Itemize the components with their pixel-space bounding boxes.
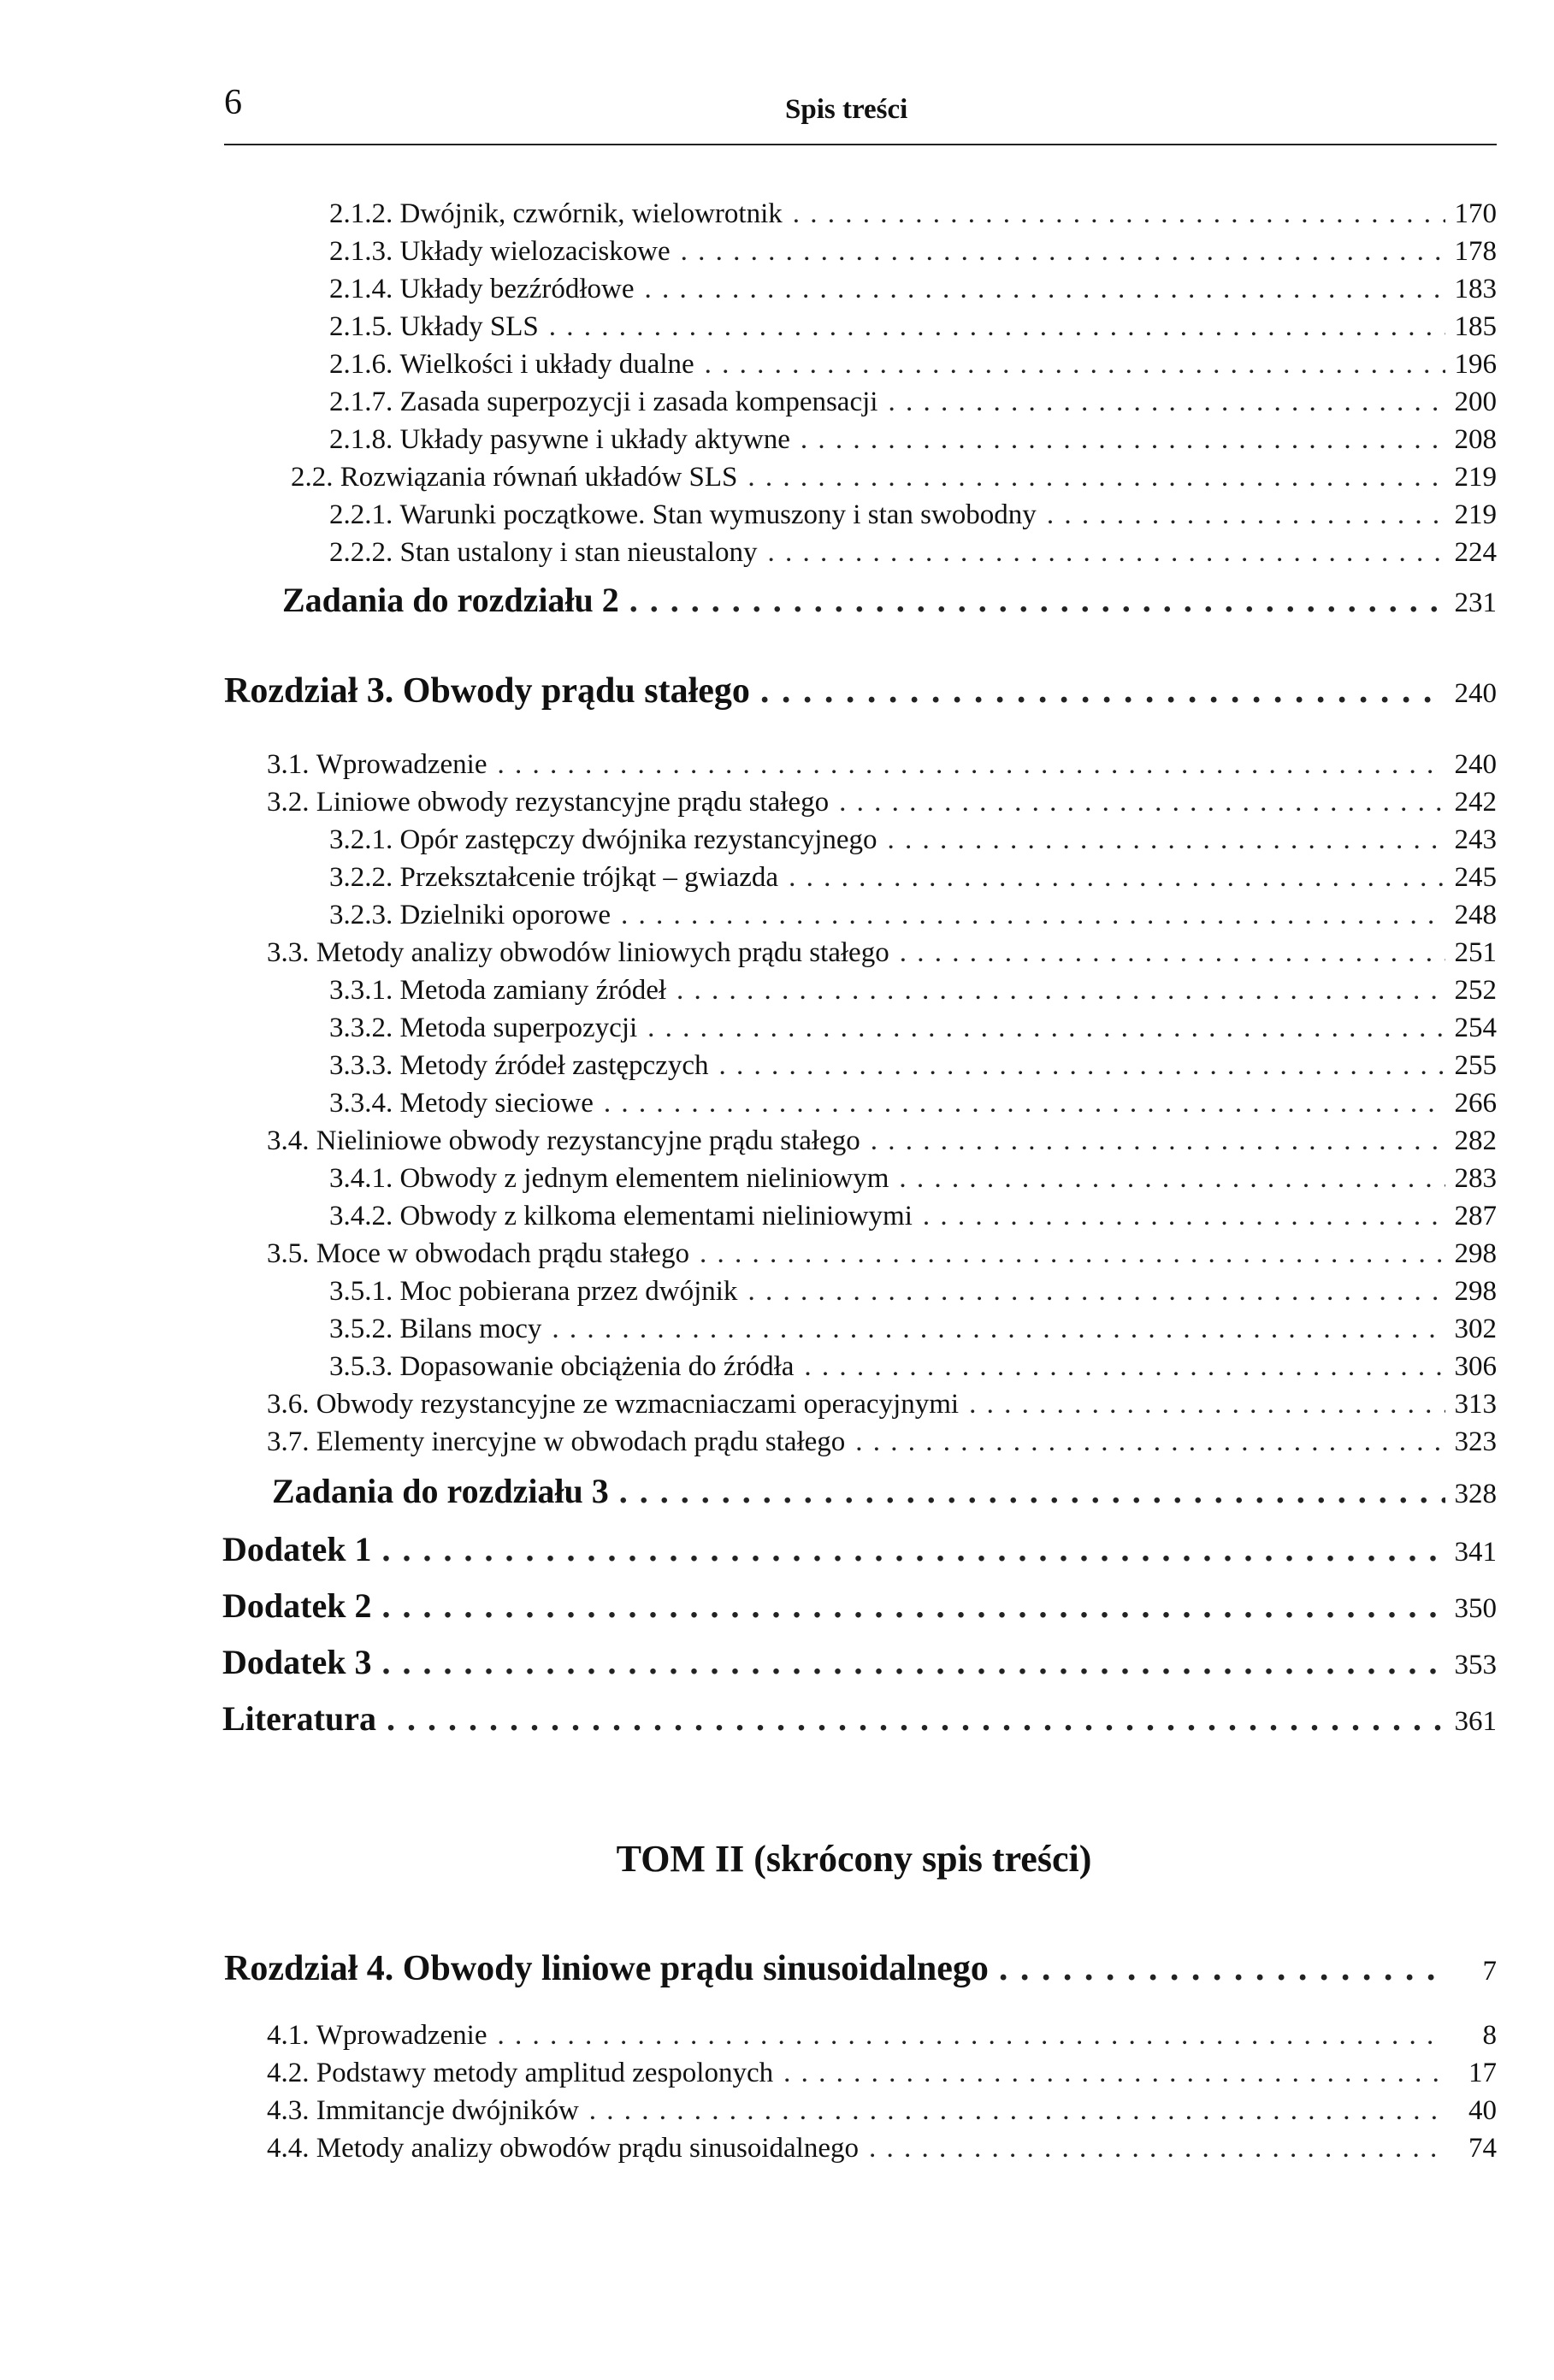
toc-entry-number: 3.2. (267, 787, 310, 818)
toc-entry-page: 254 (1454, 1013, 1497, 1043)
toc-entry-title: Przekształcenie trójkąt – gwiazda (399, 862, 779, 893)
toc-entry-page: 266 (1454, 1088, 1497, 1119)
toc-entry-page: 298 (1454, 1276, 1497, 1307)
toc-entry (329, 198, 1497, 230)
toc-entry-number: 3.7. (267, 1426, 310, 1457)
toc-entry-page: 242 (1454, 787, 1497, 818)
dot-leader (705, 349, 1445, 381)
toc-entry-title: Metody sieciowe (399, 1088, 594, 1119)
toc-entry-page: 40 (1468, 2095, 1497, 2126)
toc-entry-page: 283 (1454, 1163, 1497, 1194)
toc-entry (267, 2020, 1497, 2052)
toc-entry-number: 3.3.1. (329, 975, 393, 1006)
toc-entry-title: Dzielniki oporowe (399, 900, 612, 930)
appendix-entry (222, 1642, 1497, 1682)
exercises-page: 231 (1454, 588, 1497, 618)
toc-entry (329, 824, 1497, 856)
appendix-page: 350 (1454, 1593, 1497, 1624)
toc-entry-page: 251 (1454, 937, 1497, 968)
toc-entry-title: Dwójnik, czwórnik, wielowrotnik (399, 198, 783, 229)
toc-entry-page: 178 (1454, 236, 1497, 267)
toc-entry-title: Stan ustalony i stan nieustalony (399, 537, 758, 568)
toc-entry (329, 1088, 1497, 1119)
toc-entry (329, 387, 1497, 418)
exercises-chapter-2 (282, 580, 1497, 620)
toc-entry-page: 287 (1454, 1201, 1497, 1231)
toc-entry (291, 462, 1497, 493)
dot-leader (839, 787, 1445, 818)
toc-entry-page: 245 (1454, 862, 1497, 893)
toc-entry-title: Obwody z kilkoma elementami nieliniowymi (399, 1201, 913, 1231)
appendix-page: 353 (1454, 1650, 1497, 1680)
dot-leader (804, 1351, 1445, 1383)
dot-leader (681, 236, 1445, 268)
toc-entry (267, 2095, 1497, 2127)
dot-leader (888, 824, 1445, 856)
toc-entry-number: 3.5.2. (329, 1314, 393, 1344)
toc-entry-title: Metody analizy obwodów prądu sinusoidalnego (316, 2133, 859, 2164)
toc-entry (329, 349, 1497, 381)
toc-entry-number: 3.3.3. (329, 1050, 393, 1081)
toc-entry-title: Podstawy metody amplitud zespolonych (316, 2058, 774, 2088)
toc-entry-number: 2.1.8. (329, 424, 393, 455)
toc-entry-page: 183 (1454, 274, 1497, 304)
toc-entry-number: 3.5.3. (329, 1351, 393, 1382)
toc-entry-title: Układy pasywne i układy aktywne (399, 424, 790, 455)
dot-leader (767, 537, 1445, 569)
dot-leader (589, 2095, 1445, 2127)
page-number: 6 (224, 83, 242, 122)
dot-leader (888, 387, 1445, 418)
toc-entry-title: Warunki początkowe. Stan wymuszony i stan swobodny (399, 499, 1037, 530)
toc-entry-number: 3.3.2. (329, 1013, 393, 1043)
toc-entry-number: 4.2. (267, 2058, 310, 2088)
toc-entry-title: Dopasowanie obciążenia do źródła (399, 1351, 795, 1382)
toc-entry-number: 3.3.4. (329, 1088, 393, 1119)
appendix-title: Dodatek 2 (222, 1586, 372, 1625)
appendix-entry (222, 1529, 1497, 1569)
toc-entry-title: Nieliniowe obwody rezystancyjne prądu stałego (316, 1125, 860, 1156)
exercises-title: Zadania do rozdziału 2 (282, 581, 619, 619)
toc-entry-number: 3.1. (267, 749, 310, 780)
appendix-title: Dodatek 3 (222, 1643, 372, 1681)
bibliography-title: Literatura (222, 1699, 376, 1738)
toc-entry-number: 2.1.2. (329, 198, 393, 229)
toc-entry-title: Rozwiązania równań układów SLS (340, 462, 738, 493)
appendix-entry (222, 1586, 1497, 1626)
toc-entry (329, 499, 1497, 531)
dot-leader (677, 975, 1445, 1007)
dot-leader (747, 462, 1445, 493)
toc-entry-page: 323 (1454, 1426, 1497, 1457)
dot-leader (552, 1314, 1445, 1345)
volume-2-heading (0, 1837, 1554, 1881)
dot-leader (381, 1529, 1445, 1569)
dot-leader (855, 1426, 1445, 1458)
running-title: Spis treści (785, 94, 908, 125)
toc-entry (329, 1163, 1497, 1195)
exercises-title: Zadania do rozdziału 3 (272, 1472, 609, 1510)
toc-entry-page: 208 (1454, 424, 1497, 455)
toc-entry-page: 8 (1482, 2020, 1497, 2051)
dot-leader (387, 1698, 1445, 1739)
dot-leader (604, 1088, 1445, 1119)
toc-entry (329, 1050, 1497, 1082)
toc-entry-title: Bilans mocy (399, 1314, 542, 1344)
toc-entry-title: Opór zastępczy dwójnika rezystancyjnego (399, 824, 877, 855)
dot-leader (900, 937, 1445, 969)
exercises-page: 328 (1454, 1479, 1497, 1509)
chapter-title: Rozdział 4. Obwody liniowe prądu sinusoidalnego (224, 1949, 989, 1988)
toc-entry-page: 255 (1454, 1050, 1497, 1081)
toc-entry-number: 2.2.1. (329, 499, 393, 530)
dot-leader (619, 1471, 1445, 1511)
dot-leader (923, 1201, 1445, 1232)
toc-entry-number: 3.5. (267, 1238, 310, 1269)
toc-entry-page: 196 (1454, 349, 1497, 380)
toc-entry (267, 749, 1497, 781)
toc-entry (329, 862, 1497, 894)
toc-entry (267, 1238, 1497, 1270)
dot-leader (869, 2133, 1445, 2164)
toc-entry-page: 219 (1454, 462, 1497, 493)
toc-entry-page: 298 (1454, 1238, 1497, 1269)
toc-entry-title: Układy wielozaciskowe (399, 236, 671, 267)
toc-entry-number: 2.2.2. (329, 537, 393, 568)
toc-entry-page: 185 (1454, 311, 1497, 342)
toc-entry-title: Liniowe obwody rezystancyjne prądu stałego (316, 787, 830, 818)
dot-leader (1047, 499, 1445, 531)
chapter-3-heading (224, 670, 1497, 712)
toc-entry-title: Obwody rezystancyjne ze wzmacniaczami operacyjnymi (316, 1389, 960, 1420)
dot-leader (719, 1050, 1445, 1082)
toc-entry-title: Immitancje dwójników (316, 2095, 579, 2126)
bibliography-entry (222, 1698, 1497, 1739)
chapter-4-heading (224, 1948, 1497, 1989)
dot-leader (644, 274, 1445, 305)
toc-entry-page: 282 (1454, 1125, 1497, 1156)
page-header (224, 82, 1497, 151)
toc-entry-number: 3.3. (267, 937, 310, 968)
toc-entry-title: Wprowadzenie (316, 2020, 487, 2051)
toc-entry-page: 252 (1454, 975, 1497, 1006)
toc-entry-number: 2.1.5. (329, 311, 393, 342)
dot-leader (801, 424, 1445, 456)
toc-entry-title: Obwody z jednym elementem nieliniowym (399, 1163, 889, 1194)
toc-entry-page: 243 (1454, 824, 1497, 855)
dot-leader (497, 749, 1445, 781)
dot-leader (381, 1642, 1445, 1682)
toc-entry (267, 1426, 1497, 1458)
toc-entry-title: Układy SLS (399, 311, 539, 342)
toc-entry (267, 1389, 1497, 1420)
toc-entry (267, 787, 1497, 818)
bibliography-page: 361 (1454, 1706, 1497, 1737)
dot-leader (497, 2020, 1445, 2052)
toc-entry (267, 1125, 1497, 1157)
toc-entry-title: Wielkości i układy dualne (399, 349, 694, 380)
dot-leader (783, 2058, 1445, 2089)
toc-entry-page: 17 (1468, 2058, 1497, 2088)
toc-entry (329, 900, 1497, 931)
toc-entry-page: 248 (1454, 900, 1497, 930)
toc-entry (329, 1201, 1497, 1232)
volume-2-title: TOM II (skrócony spis treści) (616, 1838, 1092, 1880)
toc-entry (329, 236, 1497, 268)
appendix-page: 341 (1454, 1537, 1497, 1568)
toc-entry-page: 219 (1454, 499, 1497, 530)
toc-entry-title: Moce w obwodach prądu stałego (316, 1238, 689, 1269)
toc-entry (329, 537, 1497, 569)
toc-entry-title: Metoda superpozycji (399, 1013, 638, 1043)
toc-entry (267, 937, 1497, 969)
toc-entry-number: 3.4.2. (329, 1201, 393, 1231)
toc-entry-number: 3.5.1. (329, 1276, 393, 1307)
toc-entry (329, 1314, 1497, 1345)
toc-entry (267, 2058, 1497, 2089)
toc-entry (329, 1013, 1497, 1044)
toc-entry-page: 240 (1454, 749, 1497, 780)
dot-leader (899, 1163, 1445, 1195)
toc-entry-title: Metoda zamiany źródeł (399, 975, 667, 1006)
toc-entry-title: Moc pobierana przez dwójnik (399, 1276, 738, 1307)
dot-leader (760, 670, 1445, 712)
toc-entry-number: 2.1.7. (329, 387, 393, 417)
toc-entry (267, 2133, 1497, 2164)
dot-leader (999, 1948, 1445, 1989)
dot-leader (549, 311, 1445, 343)
toc-entry-number: 3.2.2. (329, 862, 393, 893)
dot-leader (629, 580, 1445, 620)
toc-entry-title: Zasada superpozycji i zasada kompensacji (399, 387, 878, 417)
toc-entry-number: 3.6. (267, 1389, 310, 1420)
toc-entry-number: 3.4. (267, 1125, 310, 1156)
toc-entry (329, 1276, 1497, 1308)
toc-entry-page: 306 (1454, 1351, 1497, 1382)
toc-entry-page: 313 (1454, 1389, 1497, 1420)
dot-leader (871, 1125, 1445, 1157)
exercises-chapter-3 (272, 1471, 1497, 1511)
dot-leader (621, 900, 1445, 931)
toc-entry-number: 2.1.3. (329, 236, 393, 267)
dot-leader (793, 198, 1445, 230)
toc-entry-number: 3.2.3. (329, 900, 393, 930)
dot-leader (647, 1013, 1445, 1044)
toc-entry-title: Metody źródeł zastępczych (399, 1050, 709, 1081)
dot-leader (789, 862, 1445, 894)
toc-entry-title: Elementy inercyjne w obwodach prądu stałego (316, 1426, 846, 1457)
dot-leader (381, 1586, 1445, 1626)
toc-entry-page: 200 (1454, 387, 1497, 417)
toc-entry-page: 302 (1454, 1314, 1497, 1344)
toc-entry (329, 1351, 1497, 1383)
toc-entry-number: 4.4. (267, 2133, 310, 2164)
appendix-title: Dodatek 1 (222, 1530, 372, 1568)
toc-entry-number: 2.1.6. (329, 349, 393, 380)
toc-entry-page: 74 (1468, 2133, 1497, 2164)
toc-entry-title: Metody analizy obwodów liniowych prądu stałego (316, 937, 889, 968)
toc-entry-number: 2.2. (291, 462, 334, 493)
toc-entry-page: 170 (1454, 198, 1497, 229)
toc-entry-number: 4.3. (267, 2095, 310, 2126)
toc-entry (329, 424, 1497, 456)
toc-entry-page: 224 (1454, 537, 1497, 568)
dot-leader (969, 1389, 1445, 1420)
toc-entry (329, 274, 1497, 305)
dot-leader (747, 1276, 1445, 1308)
toc-entry-title: Wprowadzenie (316, 749, 487, 780)
chapter-page: 240 (1454, 678, 1497, 709)
toc-entry-number: 3.2.1. (329, 824, 393, 855)
toc-entry (329, 975, 1497, 1007)
toc-entry (329, 311, 1497, 343)
toc-entry-number: 3.4.1. (329, 1163, 393, 1194)
chapter-page: 7 (1482, 1956, 1497, 1987)
chapter-title: Rozdział 3. Obwody prądu stałego (224, 671, 750, 711)
toc-entry-number: 4.1. (267, 2020, 310, 2051)
toc-entry-number: 2.1.4. (329, 274, 393, 304)
dot-leader (700, 1238, 1445, 1270)
header-rule (224, 144, 1497, 145)
toc-entry-title: Układy bezźródłowe (399, 274, 635, 304)
